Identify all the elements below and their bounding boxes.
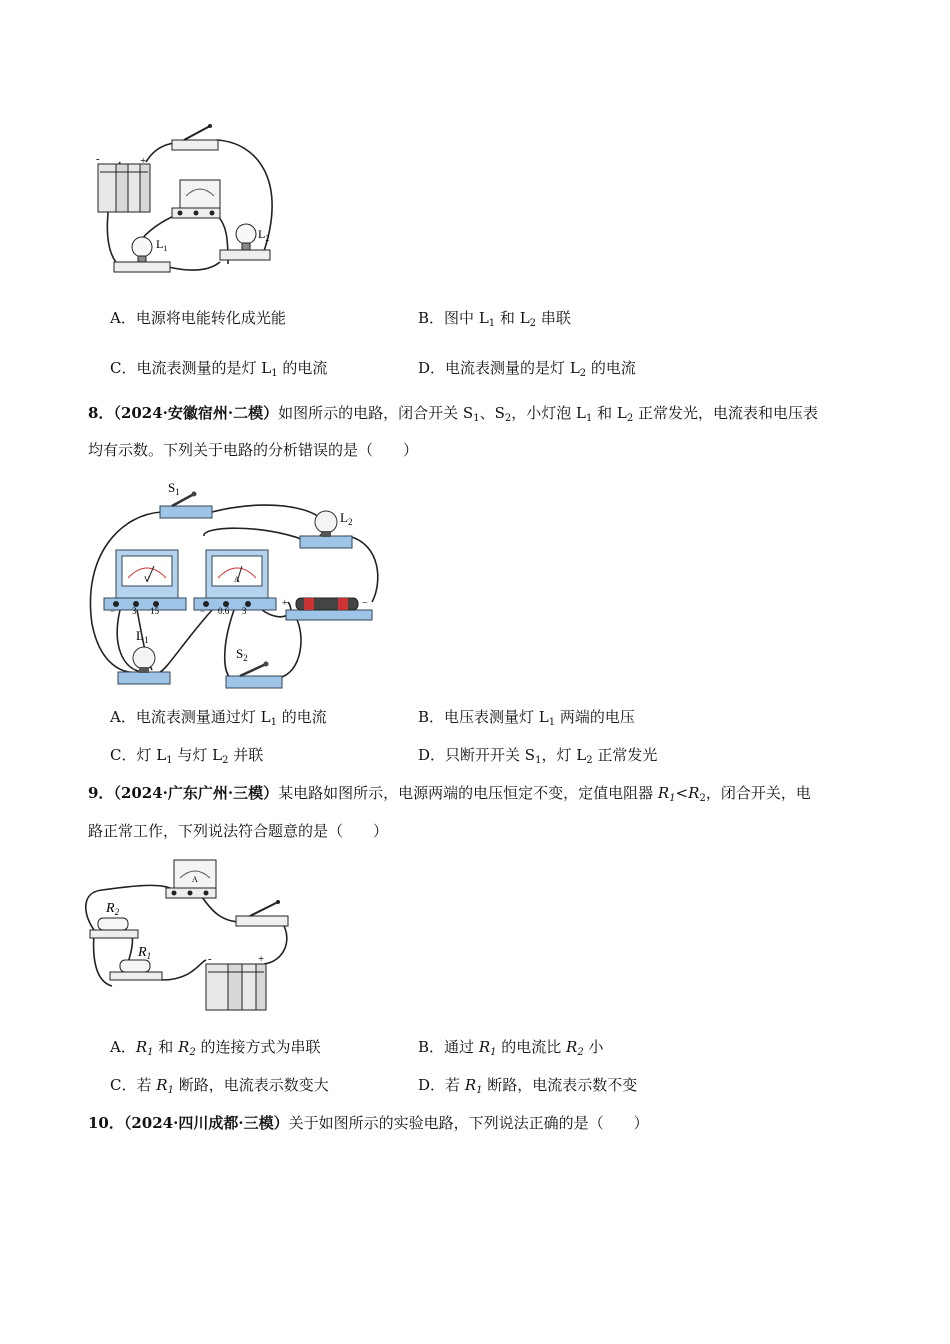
symbol-r: R <box>135 1038 148 1056</box>
symbol-l: L <box>261 359 272 377</box>
q9-option-a[interactable] <box>110 1036 321 1058</box>
q7-option-b[interactable] <box>418 307 571 329</box>
question-source: （2024·广东广州·三模） <box>113 784 279 802</box>
option-text: 串联 <box>536 309 571 327</box>
subscript: 1 <box>488 318 496 329</box>
option-text: 电流表测量通过灯 L <box>135 708 271 726</box>
q8-voltmeter-symbol: V <box>144 575 150 584</box>
q9-battery-plus: + <box>258 953 265 965</box>
q8-v-minus: − <box>110 606 116 616</box>
symbol-r: R <box>566 1038 578 1056</box>
subscript: 1 <box>548 717 556 728</box>
symbol-l: L <box>569 359 580 377</box>
option-text: 若 <box>445 1076 465 1094</box>
question-number: 8． <box>88 404 114 422</box>
option-text: 电流表测量的是灯 <box>136 359 262 377</box>
q7-label-l1: $L_1$ <box>156 237 168 253</box>
q9-battery-minus: - <box>208 953 212 965</box>
stem-text: ，小灯泡 L <box>511 404 586 422</box>
q9-option-c[interactable] <box>110 1074 329 1096</box>
battery-pack <box>206 964 266 1010</box>
subscript: 1 <box>535 755 542 766</box>
option-text: 的电流比 <box>496 1038 567 1056</box>
symbol-r: R <box>464 1076 477 1094</box>
q8-battery-minus: − <box>362 598 368 609</box>
lamp-l1 <box>118 647 170 684</box>
q7-label-l2: $L_2$ <box>258 227 270 243</box>
option-text: 通过 <box>444 1038 479 1056</box>
option-text: 灯 L <box>136 746 167 764</box>
stem-text: 正常发光，电流表和电压表 <box>633 404 818 422</box>
subscript: 2 <box>504 413 512 424</box>
q7-option-d[interactable] <box>418 357 636 379</box>
q7-battery-minus: - <box>96 153 100 165</box>
option-text: 两端的电压 <box>555 708 635 726</box>
stem-text: 、S <box>479 404 505 422</box>
option-text: 小 <box>583 1038 604 1056</box>
q9-ammeter-symbol: A <box>192 875 198 884</box>
ammeter <box>166 860 216 898</box>
q7-option-a[interactable] <box>110 307 286 328</box>
q8-option-a[interactable] <box>110 706 327 728</box>
subscript: 2 <box>626 413 634 424</box>
subscript: 1 <box>490 1047 497 1058</box>
option-text: ，灯 L <box>541 746 587 764</box>
option-letter: C． <box>110 1076 137 1094</box>
subscript: 2 <box>577 1047 584 1058</box>
subscript: 1 <box>167 1085 174 1096</box>
q7-battery-plus: + <box>140 155 147 167</box>
subscript: 1 <box>476 1085 483 1096</box>
subscript: 2 <box>189 1047 196 1058</box>
option-letter: A． <box>110 1038 136 1056</box>
option-letter: C． <box>110 746 137 764</box>
option-text: 电流表测量的是灯 <box>445 359 570 377</box>
option-letter: A． <box>110 708 136 726</box>
q8-option-b[interactable] <box>418 706 635 728</box>
subscript: 1 <box>147 1047 154 1058</box>
q9-label-r1: $R_1$ <box>138 945 152 961</box>
option-letter: B． <box>418 708 445 726</box>
q9-stem-line1 <box>88 782 811 804</box>
q8-label-s2: $S_2$ <box>236 646 248 663</box>
option-text: 的连接方式为串联 <box>195 1038 321 1056</box>
q8-a-minus: − <box>200 606 206 616</box>
subscript: 2 <box>579 368 587 379</box>
subscript: 2 <box>699 793 706 804</box>
option-text: 的电流 <box>276 708 327 726</box>
option-text: 断路，电流表示数变大 <box>173 1076 329 1094</box>
q8-battery-plus: + <box>282 598 288 609</box>
subscript: 1 <box>669 793 676 804</box>
q7-option-c[interactable] <box>110 357 327 379</box>
subscript: 1 <box>270 717 277 728</box>
stem-text: 某电路如图所示，电源两端的电压恒定不变，定值电阻器 <box>278 784 658 802</box>
option-text: 电源将电能转化成光能 <box>135 309 286 327</box>
stem-text: 和 L <box>592 404 627 422</box>
q8-stem-line1 <box>88 402 818 424</box>
battery <box>286 598 372 620</box>
subscript: 2 <box>222 755 229 766</box>
switch-s2 <box>226 662 282 689</box>
question-source: （2024·安徽宿州·二模） <box>113 404 279 422</box>
symbol-r: R <box>657 784 670 802</box>
switch <box>236 900 288 926</box>
switch-s1 <box>160 492 212 519</box>
option-text: 图中 <box>444 309 479 327</box>
symbol-r: R <box>178 1038 190 1056</box>
symbol-l: L <box>478 309 489 327</box>
question-number: 9． <box>88 784 114 802</box>
option-text: 的电流 <box>277 359 328 377</box>
subscript: 1 <box>166 755 173 766</box>
option-letter: D． <box>418 746 446 764</box>
q8-circuit-figure <box>82 474 382 694</box>
q8-v-3: 3 <box>132 606 137 616</box>
option-text: 的电流 <box>586 359 636 377</box>
option-text: 和 <box>153 1038 179 1056</box>
stem-text: 关于如图所示的实验电路，下列说法正确的是（ ） <box>288 1114 649 1132</box>
q8-option-c[interactable] <box>110 744 263 766</box>
q8-label-l1: $L_1$ <box>136 628 149 645</box>
q9-stem-line2: 路正常工作，下列说法符合题意的是（ ） <box>88 822 389 840</box>
resistor-r2 <box>90 918 138 938</box>
q7-circuit-figure <box>88 112 298 287</box>
option-text: 断路，电流表示数不变 <box>482 1076 638 1094</box>
q8-stem-line2: 均有示数。下列关于电路的分析错误的是（ ） <box>88 441 419 459</box>
q8-v-15: 15 <box>150 606 159 616</box>
battery-pack <box>98 164 150 212</box>
symbol-r: R <box>478 1038 491 1056</box>
q8-a-3: 3 <box>242 606 247 616</box>
option-letter: B． <box>418 1038 445 1056</box>
option-text: 并联 <box>228 746 264 764</box>
option-text: 和 <box>495 309 520 327</box>
subscript: 2 <box>586 755 593 766</box>
option-letter: B． <box>418 309 445 327</box>
q8-ammeter-symbol: A <box>234 575 240 584</box>
question-source: （2024·四川成都·三模） <box>123 1114 289 1132</box>
q10-stem-line1 <box>88 1112 649 1133</box>
q9-label-r2: $R_2$ <box>106 901 120 917</box>
q8-option-d[interactable] <box>418 744 657 766</box>
symbol-r: R <box>688 784 700 802</box>
question-number: 10． <box>88 1114 124 1132</box>
option-letter: D． <box>418 1076 446 1094</box>
q9-option-d[interactable] <box>418 1074 637 1096</box>
q9-option-b[interactable] <box>418 1036 603 1058</box>
subscript: 2 <box>529 318 537 329</box>
q9-circuit-figure <box>82 852 297 1017</box>
subscript: 1 <box>585 413 593 424</box>
option-text: 若 <box>136 1076 157 1094</box>
option-text: 电压表测量灯 L <box>444 708 549 726</box>
q8-a-0-6: 0.6 <box>218 606 230 616</box>
option-text: 与灯 L <box>172 746 223 764</box>
stem-text: 如图所示的电路，闭合开关 S <box>278 404 474 422</box>
stem-text: < <box>675 784 689 802</box>
subscript: 1 <box>271 368 278 379</box>
q8-label-s1: $S_1$ <box>168 480 180 497</box>
stem-text: ，闭合开关，电 <box>705 784 811 802</box>
option-letter: A． <box>110 309 136 327</box>
resistor-r1 <box>110 960 162 980</box>
switch <box>172 124 218 150</box>
option-text: 只断开开关 S <box>445 746 536 764</box>
option-text: 正常发光 <box>592 746 658 764</box>
q8-label-l2: $L_2$ <box>340 510 353 527</box>
option-letter: D． <box>418 359 446 377</box>
subscript: 1 <box>473 413 480 424</box>
ammeter <box>172 180 220 218</box>
option-letter: C． <box>110 359 137 377</box>
symbol-r: R <box>156 1076 168 1094</box>
symbol-l: L <box>519 309 530 327</box>
